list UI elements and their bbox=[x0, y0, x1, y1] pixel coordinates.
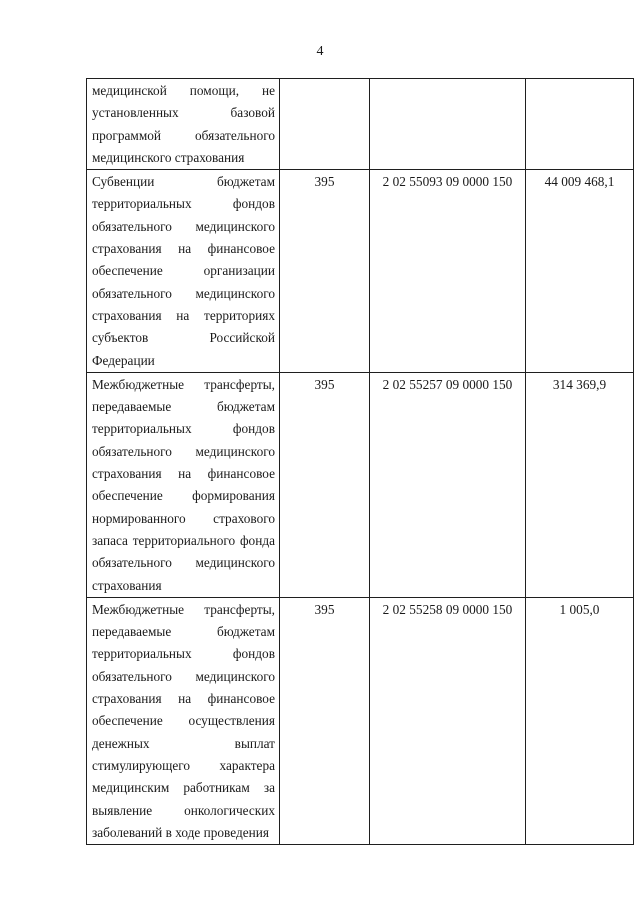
revenue-name-line: передаваемые бюджетам bbox=[92, 399, 275, 415]
revenue-name-line: медицинской помощи, не bbox=[92, 83, 275, 98]
budget-classification-code-cell bbox=[370, 79, 526, 170]
revenue-name-line: заболеваний в ходе проведения bbox=[92, 824, 269, 840]
revenue-name-line: страхования на территориях bbox=[92, 307, 275, 323]
revenue-name-line: Субвенции бюджетам bbox=[92, 174, 275, 190]
revenue-name-line: обеспечение организации bbox=[92, 263, 275, 279]
revenue-name-line: передаваемые бюджетам bbox=[92, 624, 275, 640]
revenue-name-line: территориальных фондов bbox=[92, 196, 275, 212]
revenue-name-cell bbox=[87, 79, 280, 170]
administrator-code-cell: 395 bbox=[280, 372, 370, 597]
revenue-name-line: медицинским работникам за bbox=[92, 780, 275, 796]
budget-classification-code-cell: 2 02 55093 09 0000 150 bbox=[370, 170, 526, 373]
revenue-name-line: Межбюджетные трансферты, bbox=[92, 376, 275, 392]
administrator-code-cell bbox=[280, 79, 370, 170]
revenue-name-line: обязательного медицинского bbox=[92, 443, 275, 459]
revenue-name-line: Межбюджетные трансферты, bbox=[92, 601, 275, 617]
table-row bbox=[87, 170, 634, 373]
revenue-name-line: запаса территориального фонда bbox=[92, 532, 275, 548]
revenue-name-line: обязательного медицинского bbox=[92, 285, 275, 301]
revenue-name-line: страхования на финансовое bbox=[92, 691, 275, 707]
revenue-name-line: обеспечение формирования bbox=[92, 488, 275, 504]
administrator-code-cell: 395 bbox=[280, 170, 370, 373]
revenue-name-line: медицинского страхования bbox=[92, 149, 245, 165]
revenue-name-cell bbox=[87, 597, 280, 844]
administrator-code-cell: 395 bbox=[280, 597, 370, 844]
revenue-name-line: страхования bbox=[92, 577, 162, 593]
revenue-name-line: нормированного страхового bbox=[92, 510, 275, 526]
revenue-name-line: установленных базовой bbox=[92, 105, 275, 121]
budget-revenue-table bbox=[86, 78, 634, 845]
revenue-name-line: страхования на финансовое bbox=[92, 466, 275, 482]
table-row bbox=[87, 372, 634, 597]
revenue-name-cell bbox=[87, 372, 280, 597]
revenue-name-line: обязательного медицинского bbox=[92, 668, 275, 684]
revenue-name-line: субъектов Российской bbox=[92, 330, 275, 346]
budget-classification-code-cell: 2 02 55257 09 0000 150 bbox=[370, 372, 526, 597]
amount-cell: 1 005,0 bbox=[526, 597, 634, 844]
revenue-name-line: обязательного медицинского bbox=[92, 218, 275, 234]
amount-cell: 44 009 468,1 bbox=[526, 170, 634, 373]
amount-cell: 314 369,9 bbox=[526, 372, 634, 597]
revenue-name-line: территориальных фондов bbox=[92, 421, 275, 437]
table-row bbox=[87, 79, 634, 170]
page-number: 4 bbox=[316, 44, 324, 59]
revenue-name-cell bbox=[87, 170, 280, 373]
revenue-name-line: страхования на финансовое bbox=[92, 241, 275, 257]
revenue-name-line: денежных выплат bbox=[92, 735, 275, 751]
budget-classification-code-cell: 2 02 55258 09 0000 150 bbox=[370, 597, 526, 844]
revenue-name-line: программой обязательного bbox=[92, 127, 275, 143]
amount-cell bbox=[526, 79, 634, 170]
revenue-name-line: обязательного медицинского bbox=[92, 555, 275, 571]
revenue-name-line: территориальных фондов bbox=[92, 646, 275, 662]
revenue-name-line: выявление онкологических bbox=[92, 802, 275, 818]
table-row bbox=[87, 597, 634, 844]
table-body bbox=[87, 79, 634, 845]
revenue-name-line: стимулирующего характера bbox=[92, 757, 275, 773]
revenue-name-line: Федерации bbox=[92, 352, 155, 368]
revenue-name-line: обеспечение осуществления bbox=[92, 713, 275, 729]
